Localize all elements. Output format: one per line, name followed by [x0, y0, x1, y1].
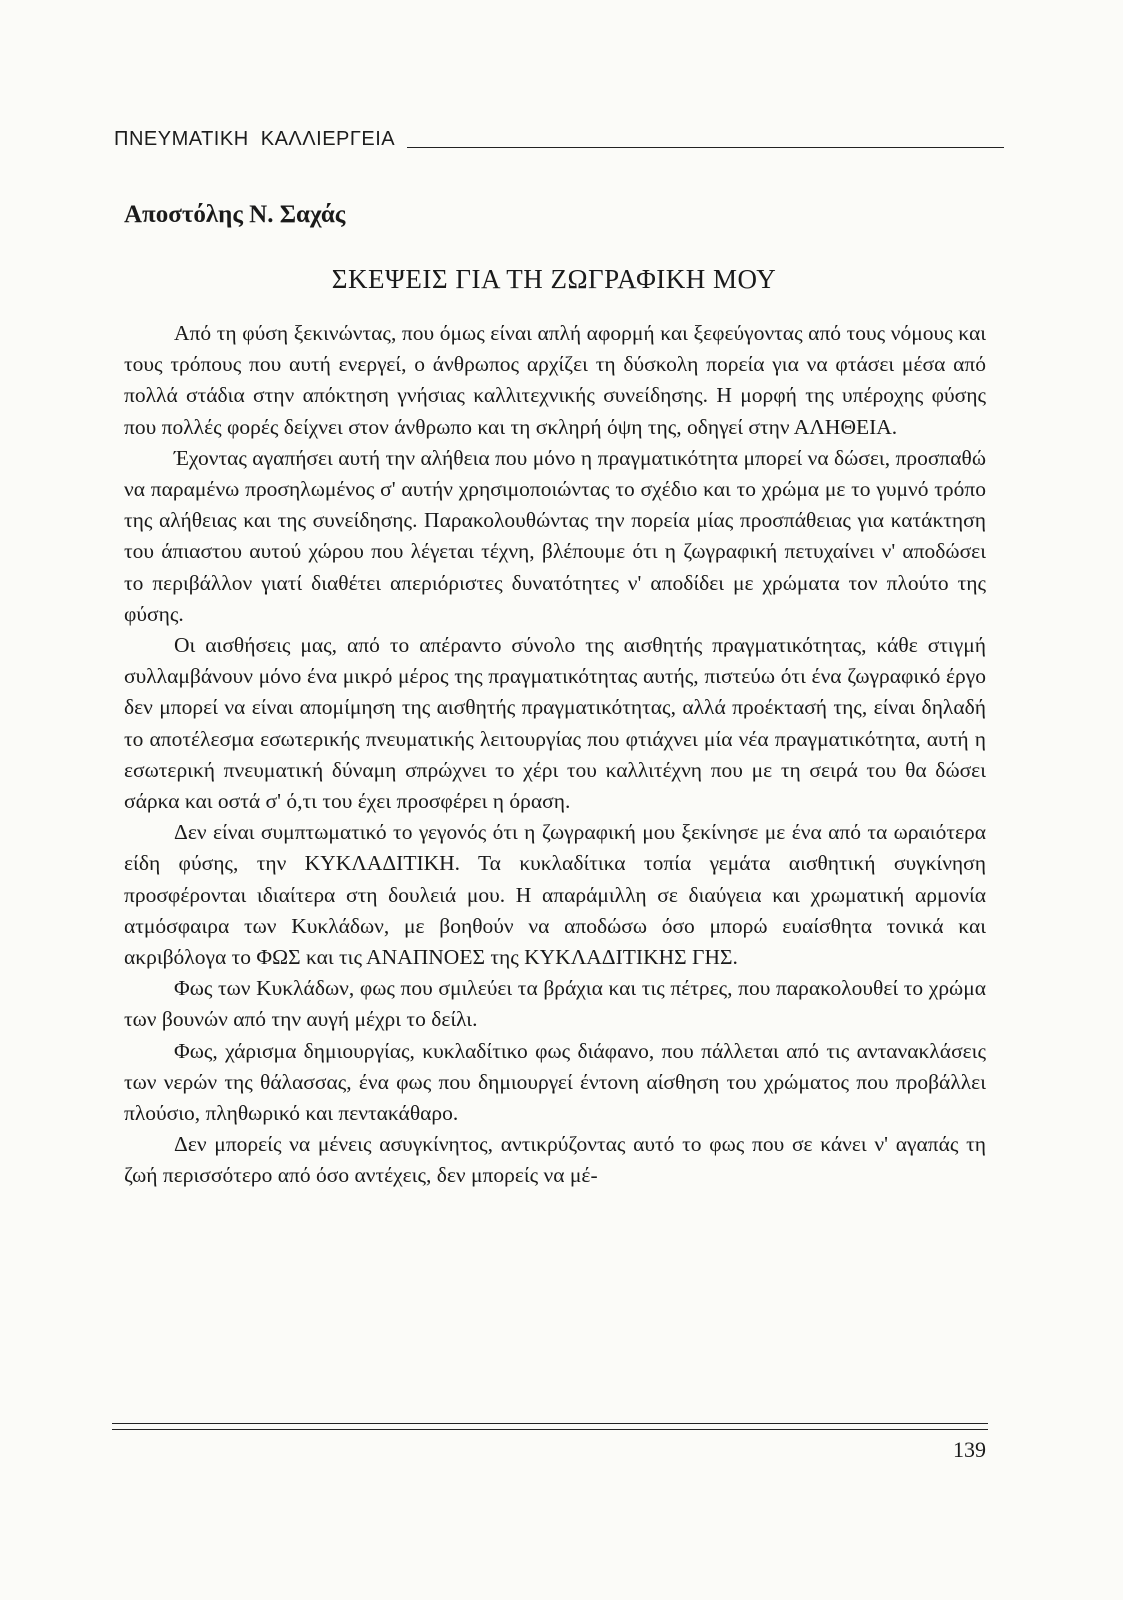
article-title: ΣΚΕΨΕΙΣ ΓΙΑ ΤΗ ΖΩΓΡΑΦΙΚΗ ΜΟΥ [331, 264, 777, 294]
article-author: Αποστόλης Ν. Σαχάς [124, 201, 346, 228]
paragraph: Δεν είναι συμπτωματικό το γεγονός ότι η ζωγραφική μου ξεκίνησε με ένα από τα ωραιότερα είδη φύσης, την ΚΥΚΛΑΔΙΤΙΚΗ. Τα κυκλαδίτικα τοπία γεμάτα αισθητική συγκίνηση προσφέρονται ιδιαίτερα στη δουλειά μου. Η απαράμιλλη σε διαύγεια και χρωματική αρμονία ατμόσφαιρα των Κυκλάδων, με βοηθούν να αποδώσω όσο μπορώ ευαίσθητα τονικά και ακριβόλογα το ΦΩΣ και τις ΑΝΑΠΝΟΕΣ της ΚΥΚΛΑΔΙΤΙΚΗΣ ΓΗΣ. [124, 820, 986, 970]
paragraph: Φως, χάρισμα δημιουργίας, κυκλαδίτικο φως διάφανο, που πάλλεται από τις αντανακλάσεις των νερών της θάλασσας, ένα φως που δημιουργεί έντονη αίσθηση του χρώματος που προβάλλει πλούσιο, πληθωρικό και πεντακάθαρο. [124, 1038, 986, 1126]
header-rule [407, 147, 1004, 148]
running-header [114, 126, 1004, 152]
paragraph: Φως των Κυκλάδων, φως που σμιλεύει τα βράχια και τις πέτρες, που παρακολουθεί το χρώμα των βουνών από την αυγή μέχρι το δείλι. [124, 976, 986, 1032]
page-number: 139 [953, 1437, 986, 1462]
paragraph: Έχοντας αγαπήσει αυτή την αλήθεια που μόνο η πραγματικότητα μπορεί να δώσει, προσπαθώ να παραμένω προσηλωμένος σ' αυτήν χρησιμοποιώντας το σχέδιο και το χρώμα με το γυμνό τρόπο της αλήθειας και της συνείδησης. Παρακολουθώντας την πορεία μίας προσπάθειας για κατάκτηση του άπιαστου αυτού χώρου που λέγεται τέχνη, βλέπουμε ότι η ζωγραφική πετυχαίνει ν' αποδώσει το περιβάλλον γιατί διαθέτει απεριόριστες δυνατότητες ν' αποδίδει με χρώματα τον πλούτο της φύσης. [124, 445, 986, 626]
paragraph: Οι αισθήσεις μας, από το απέραντο σύνολο της αισθητής πραγματικότητας, κάθε στιγμή συλλαμβάνουν μόνο ένα μικρό μέρος της πραγματικότητας αυτής, πιστεύω ότι ένα ζωγραφικό έργο δεν μπορεί να είναι απομίμηση της αισθητής πραγματικότητας, αλλά προέκτασή της, είναι δηλαδή το αποτέλεσμα εσωτερικής πνευματικής λειτουργίας που φτιάχνει μία νέα πραγματικότητα, αυτή η εσωτερική πνευματική δύναμη σπρώχνει το χέρι του καλλιτέχνη που με τη σειρά του θα δώσει σάρκα και οστά σ' ό,τι του έχει προσφέρει η όραση. [124, 633, 986, 814]
paragraph: Δεν μπορείς να μένεις ασυγκίνητος, αντικρύζοντας αυτό το φως που σε κάνει ν' αγαπάς τη ζωή περισσότερο από όσο αντέχεις, δεν μπορείς να μέ- [124, 1132, 986, 1188]
paragraph: Από τη φύση ξεκινώντας, που όμως είναι απλή αφορμή και ξεφεύγοντας από τους νόμους και τους τρόπους που αυτή ενεργεί, ο άνθρωπος αρχίζει τη δύσκολη πορεία για να φτάσει μέσα από πολλά στάδια στην απόκτηση γνήσιας καλλιτεχνικής συνείδησης. Η μορφή της υπέροχης φύσης που πολλές φορές δείχνει στον άνθρωπο και τη σκληρή όψη της, οδηγεί στην ΑΛΗΘΕΙΑ. [124, 321, 986, 439]
footer-rule [112, 1423, 988, 1430]
article-body [124, 318, 986, 1192]
running-header-title: ΠΝΕΥΜΑΤΙΚΗ ΚΑΛΛΙΕΡΓΕΙΑ [114, 128, 396, 150]
